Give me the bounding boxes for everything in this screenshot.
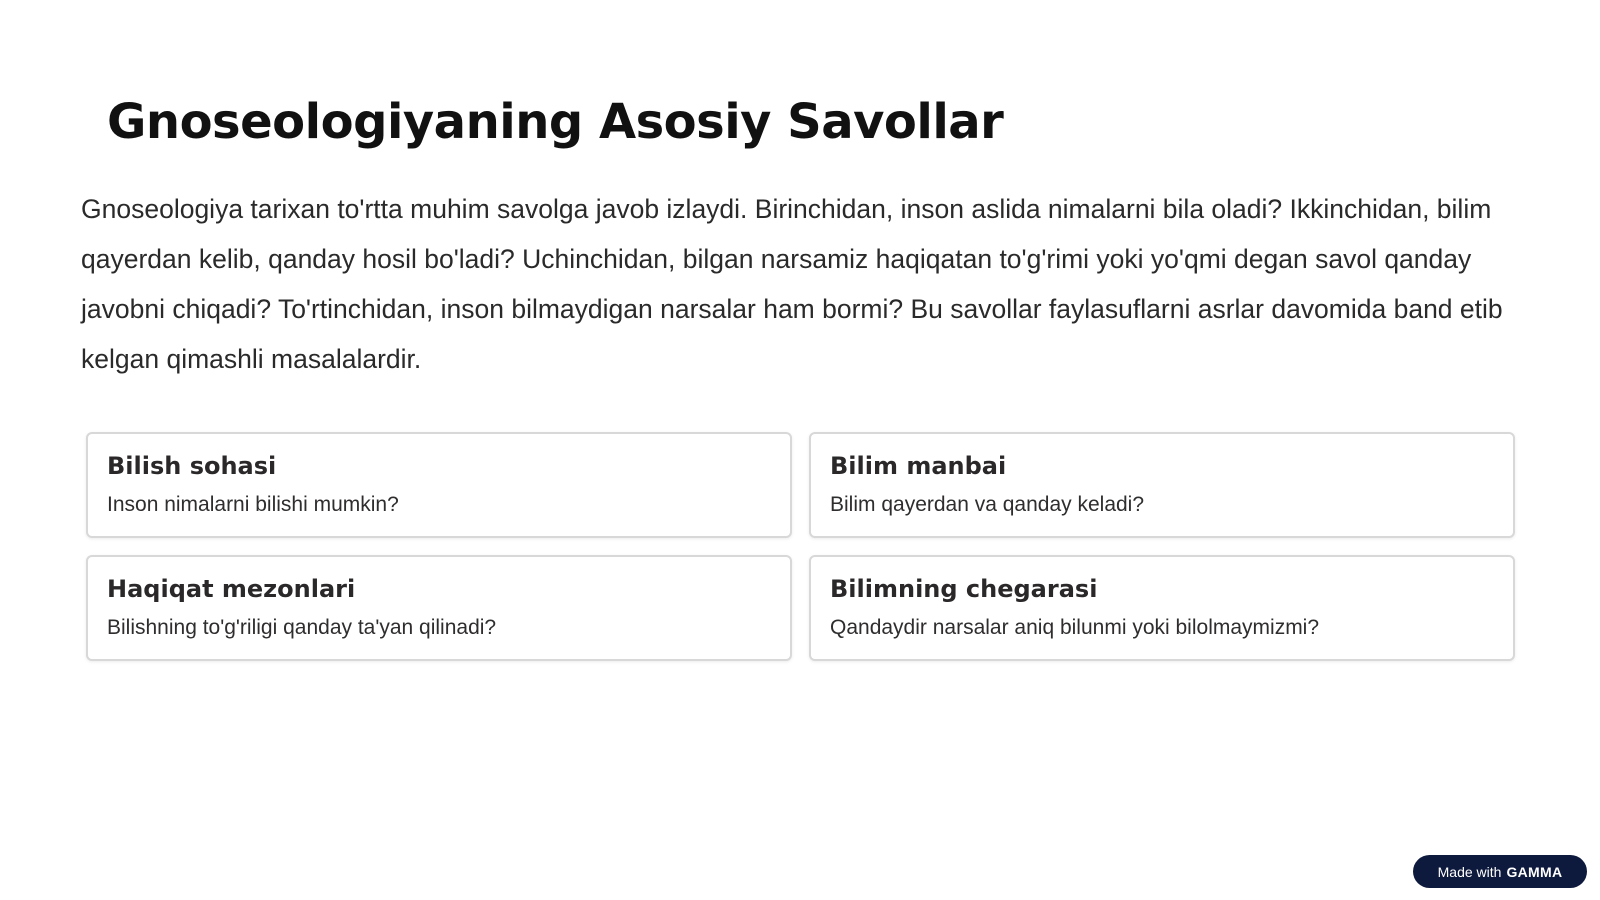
card-title: Bilish sohasi — [107, 452, 277, 480]
card-bilim-manbai — [809, 432, 1515, 538]
card-title: Haqiqat mezonlari — [107, 575, 356, 603]
card-text: Inson nimalarni bilishi mumkin? — [107, 493, 399, 516]
card-bilimning-chegarasi — [809, 555, 1515, 661]
gamma-logo: GAMMA — [1506, 863, 1563, 880]
question-cards-grid — [86, 432, 1516, 661]
card-text: Bilim qayerdan va qanday keladi? — [830, 493, 1145, 516]
intro-paragraph: Gnoseologiya tarixan to'rtta muhim savolga javob izlaydi. Birinchidan, inson aslida nimalarni bila oladi? Ikkinchidan, bilim qayerdan kelib, qanday hosil bo'ladi? Uchinchidan, bilgan narsamiz haqiqatan to'g'rimi yoki yo'qmi degan savol qanday javobni chiqadi? To'rtinchidan, inson bilmaydigan narsalar ham bormi? Bu savollar faylasuflarni asrlar davomida band etib kelgan qimashli masalalardir. — [81, 194, 1503, 374]
card-bilish-sohasi — [86, 432, 792, 538]
made-with-gamma-badge[interactable] — [1413, 855, 1587, 888]
card-title: Bilimning chegarasi — [830, 575, 1098, 603]
slide-title: Gnoseologiyaning Asosiy Savollar — [107, 94, 1004, 150]
card-haqiqat-mezonlari — [86, 555, 792, 661]
badge-prefix: Made with — [1437, 863, 1502, 880]
card-text: Bilishning to'g'riligi qanday ta'yan qilinadi? — [107, 616, 497, 639]
card-text: Qandaydir narsalar aniq bilunmi yoki bilolmaymizmi? — [830, 616, 1320, 639]
card-title: Bilim manbai — [830, 452, 1007, 480]
